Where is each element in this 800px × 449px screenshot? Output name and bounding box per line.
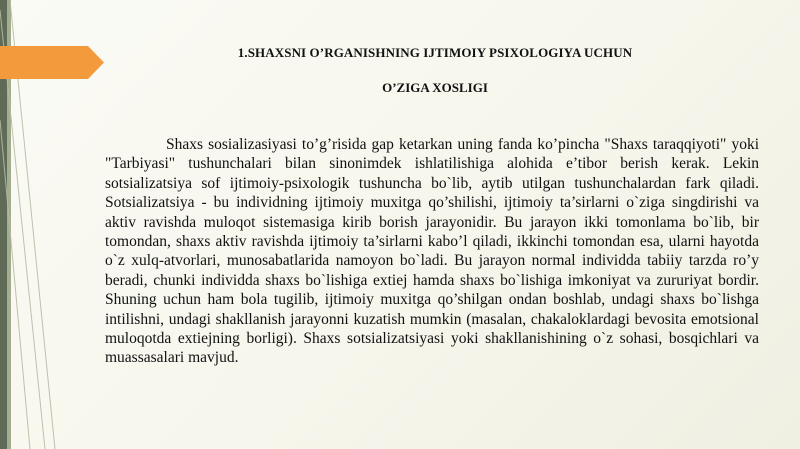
- body-paragraph-text: Shaxs sosializasiyasi to’g’risida gap ketarkan uning fanda ko’pincha "Shaxs taraqqiyoti" yoki "Tarbiyasi" tushunchalari bilan sinonimdek ishlatilishiga alohida e’tibor berish kerak. Lekin sotsializatsiya sof ijtimoiy-psixologik tushuncha bo`lib, aytib utilgan tushunchalardan fark qiladi. Sotsializatsiya - bu individning ijtimoiy muxitga qo’shilishi, ijtimoiy ta’sirlarni o`ziga singdirishi va aktiv ravishda muloqot sistemasiga kirib borish jarayonidir. Bu jarayon ikki tomonlama bo`lib, bir tomondan, shaxs aktiv ravishda ijtimoiy ta’sirlarni kabo’l qiladi, ikkinchi tomondan esa, ularni hayotda o`z xulq-atvorlari, munosabatlarida namoyon bo`ladi. Bu jarayon normal individda tabiiy tarzda ro’y beradi, chunki individda shaxs bo`lishiga extiej hamda shaxs bo`lishiga imkoniyat va zururiyat bordir. Shuning uchun ham bola tugilib, ijtimoiy muxitga qo’shilgan ondan boshlab, undagi shaxs bo`lishga intilishni, undagi shakllanish jarayonni kuzatish mumkin (masalan, chakaloklardagi bevosita emotsional muloqotda extiejning borligi). Shaxs sotsializatsiyasi yoki shakllanishining o`z sohasi, bosqichlari va muassasalari mavjud.: [105, 136, 759, 367]
- orange-arrow-accent: [0, 46, 104, 79]
- title-line-1: 1.SHAXSNI O’RGANISHNING IJTIMOIY PSIXOLOGIYA UCHUN: [237, 45, 633, 60]
- title-line-2: O’ZIGA XOSLIGI: [382, 80, 488, 95]
- body-paragraph: [105, 135, 759, 368]
